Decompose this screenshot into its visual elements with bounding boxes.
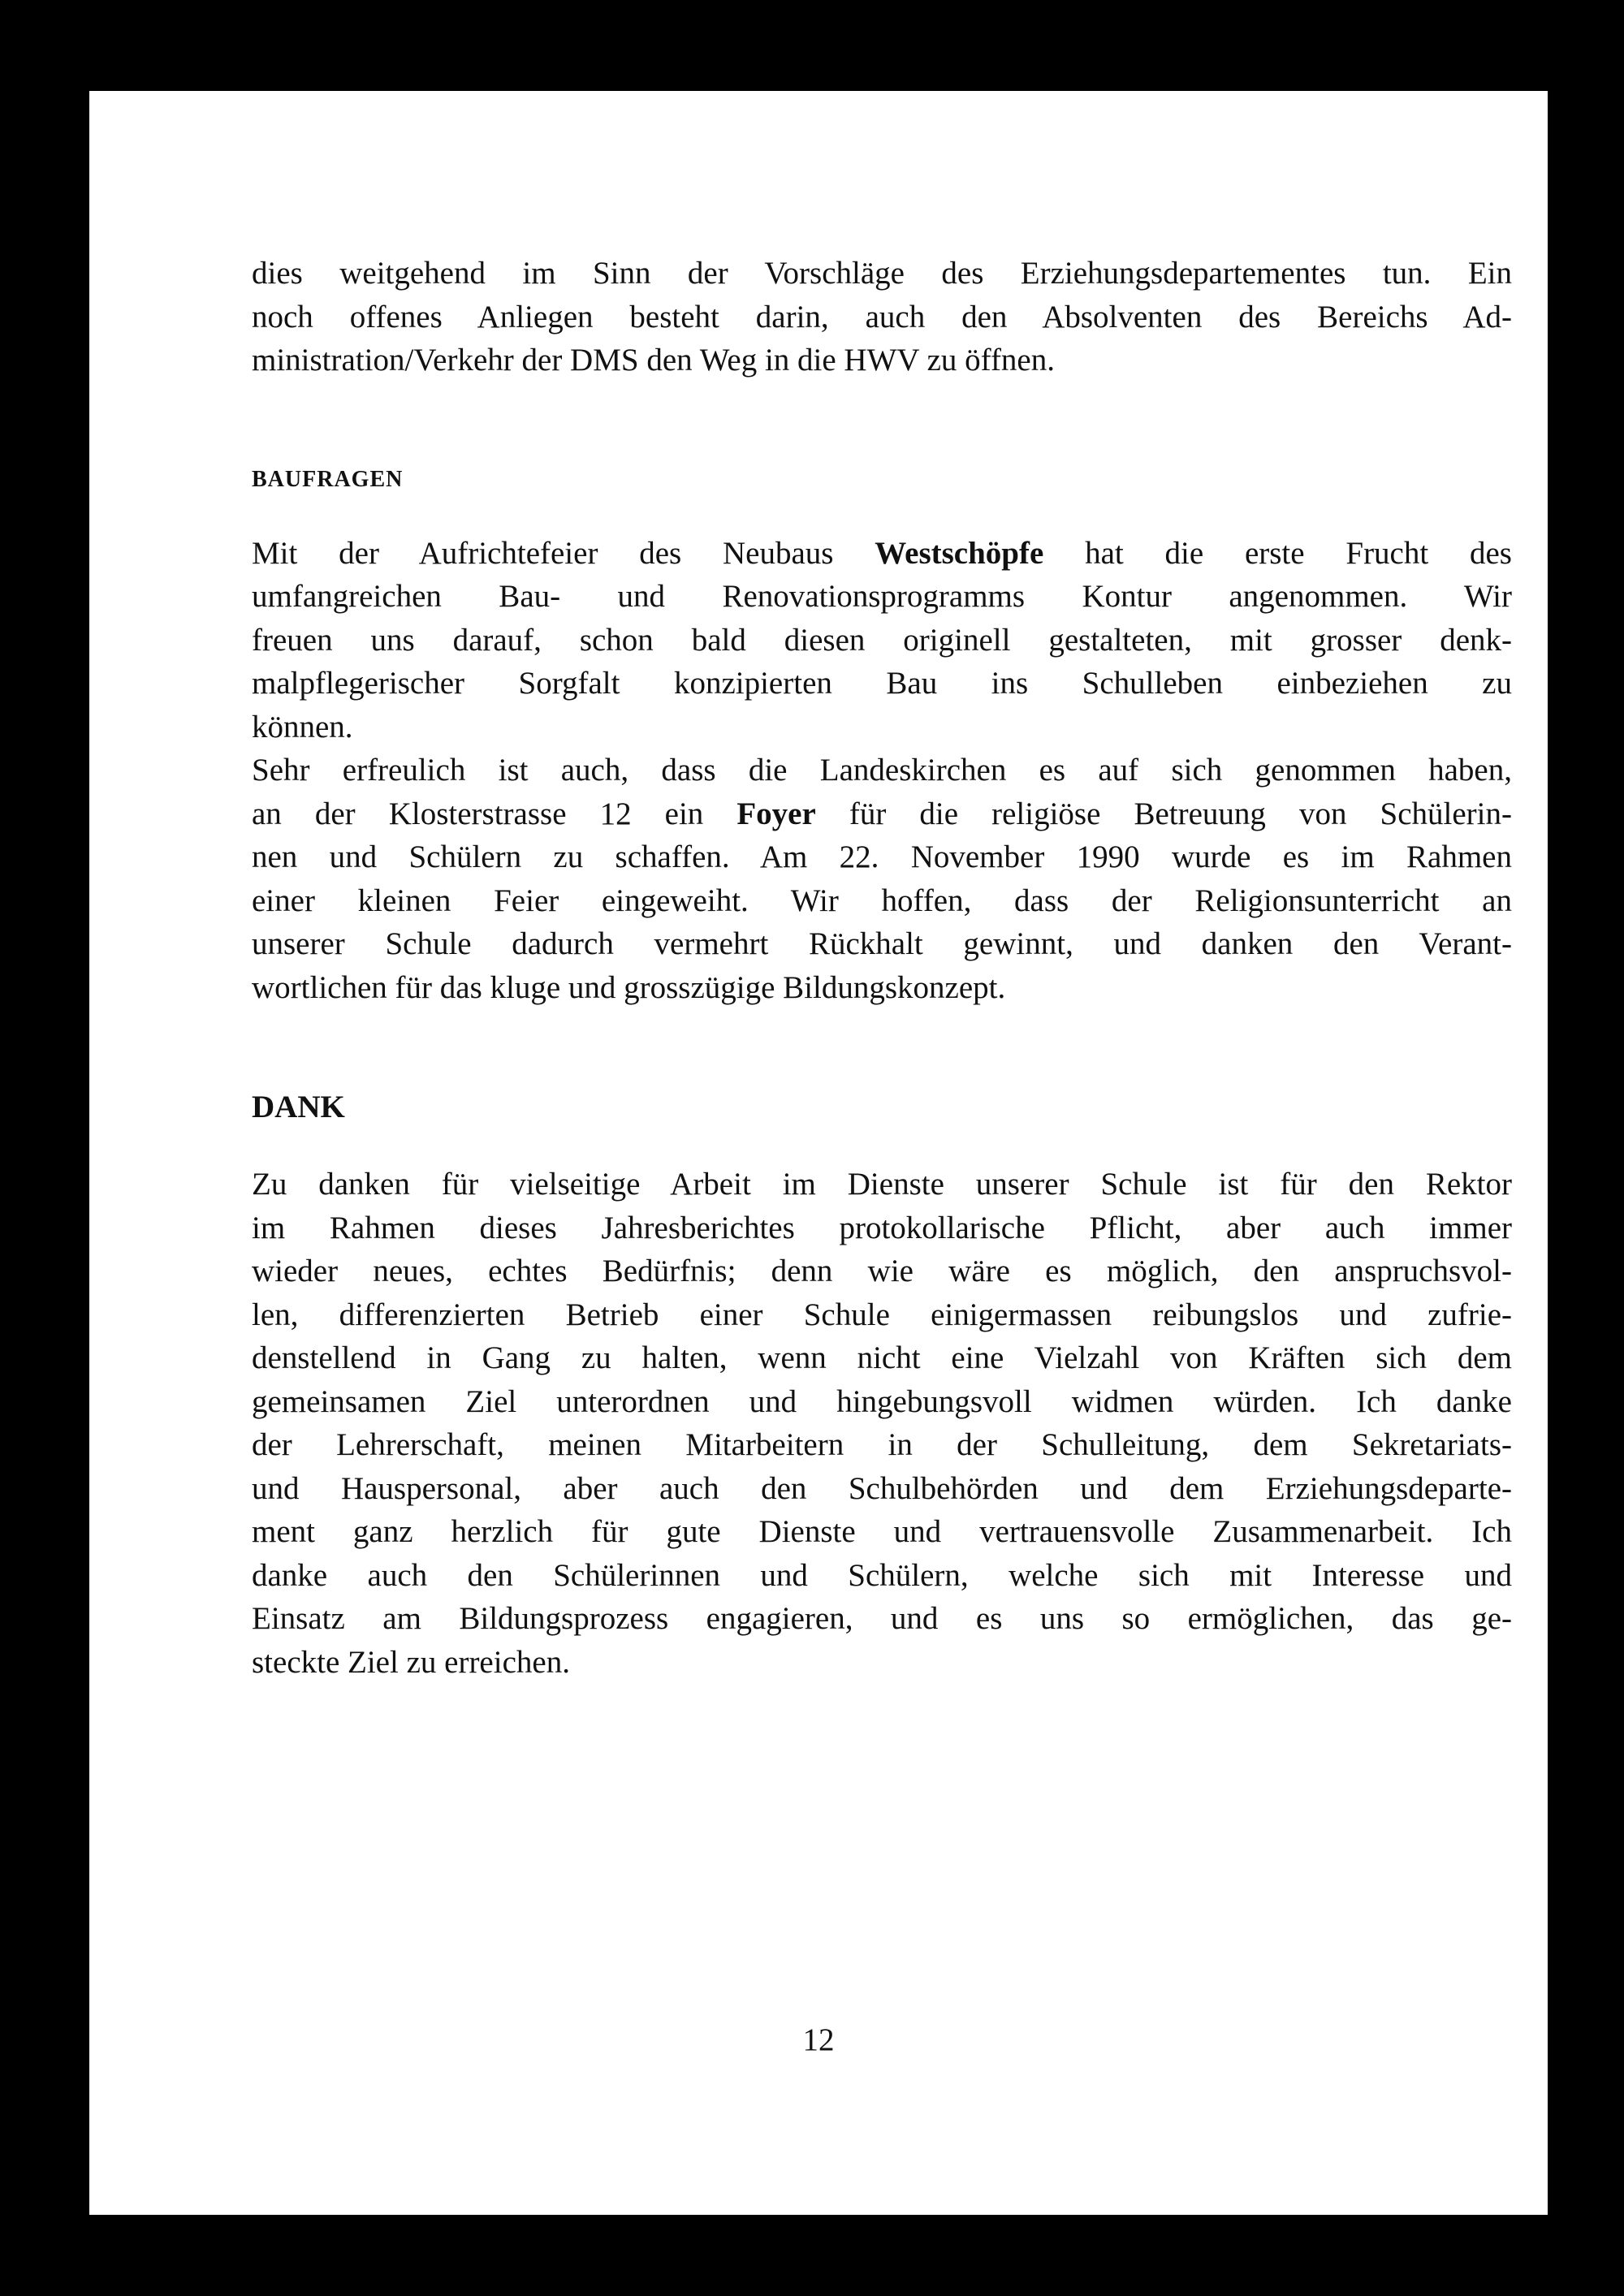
building-name: Westschöpfe	[875, 535, 1044, 571]
text-line: Zu danken für vielseitige Arbeit im Dienste unserer Schule ist für den Rektor	[252, 1167, 1512, 1202]
baufragen-paragraph-1	[252, 532, 1512, 749]
dank-paragraph	[252, 1163, 1512, 1684]
text-line: nen und Schülern zu schaffen. Am 22. November 1990 wurde es im Rahmen	[252, 839, 1512, 874]
dank-heading: DANK	[252, 1090, 345, 1124]
page-content	[252, 252, 1512, 1684]
text-line: können.	[252, 709, 353, 744]
text-line	[252, 792, 1512, 836]
text-line: freuen uns darauf, schon bald diesen originell gestalteten, mit grosser denk-	[252, 622, 1512, 658]
text-segment: Mit der Aufrichtefeier des Neubaus	[252, 535, 875, 571]
text-line: denstellend in Gang zu halten, wenn nicht eine Vielzahl von Kräften sich dem	[252, 1340, 1512, 1375]
text-line: len, differenzierten Betrieb einer Schule einigermassen reibungslos und zufrie-	[252, 1297, 1512, 1332]
text-segment: an der Klosterstrasse 12 ein	[252, 796, 737, 831]
baufragen-heading: BAUFRAGEN	[252, 466, 404, 492]
text-line: malpflegerischer Sorgfalt konzipierten Bau ins Schulleben einbeziehen zu	[252, 666, 1512, 701]
text-line	[252, 532, 1512, 576]
text-line: einer kleinen Feier eingeweiht. Wir hoffen, dass der Religionsunterricht an	[252, 883, 1512, 918]
text-line: der Lehrerschaft, meinen Mitarbeitern in der Schulleitung, dem Sekretariats-	[252, 1427, 1512, 1462]
text-line: steckte Ziel zu erreichen.	[252, 1644, 570, 1680]
text-line: gemeinsamen Ziel unterordnen und hingebungsvoll widmen würden. Ich danke	[252, 1383, 1512, 1419]
intro-paragraph	[252, 252, 1512, 382]
text-line: im Rahmen dieses Jahresberichtes protokollarische Pflicht, aber auch immer	[252, 1210, 1512, 1245]
text-line: Sehr erfreulich ist auch, dass die Landeskirchen es auf sich genommen haben,	[252, 753, 1512, 788]
text-segment: für die religiöse Betreuung von Schülerin-	[815, 796, 1512, 831]
document-page	[89, 91, 1548, 2215]
text-line: wortlichen für das kluge und grosszügige Bildungskonzept.	[252, 969, 1006, 1005]
text-line: wieder neues, echtes Bedürfnis; denn wie wäre es möglich, den anspruchsvol-	[252, 1254, 1512, 1288]
text-line: und Hauspersonal, aber auch den Schulbehörden und dem Erziehungsdeparte-	[252, 1470, 1512, 1506]
text-line: dies weitgehend im Sinn der Vorschläge des Erziehungsdepartementes tun. Ein	[252, 256, 1512, 291]
foyer-term: Foyer	[736, 796, 816, 831]
text-line: Einsatz am Bildungsprozess engagieren, und es uns so ermöglichen, das ge-	[252, 1601, 1512, 1636]
text-line: danke auch den Schülerinnen und Schülern, welche sich mit Interesse und	[252, 1557, 1512, 1593]
page-number: 12	[802, 2022, 835, 2057]
text-line: unserer Schule dadurch vermehrt Rückhalt gewinnt, und danken den Verant-	[252, 926, 1512, 961]
text-line: umfangreichen Bau- und Renovationsprogramms Kontur angenommen. Wir	[252, 579, 1512, 614]
text-line: ment ganz herzlich für gute Dienste und vertrauensvolle Zusammenarbeit. Ich	[252, 1514, 1512, 1549]
text-line: noch offenes Anliegen besteht darin, auch den Absolventen des Bereichs Ad-	[252, 299, 1512, 334]
baufragen-paragraph-2	[252, 749, 1512, 1009]
text-segment: hat die erste Frucht des	[1043, 535, 1512, 571]
text-line: ministration/Verkehr der DMS den Weg in die HWV zu öffnen.	[252, 343, 1055, 378]
